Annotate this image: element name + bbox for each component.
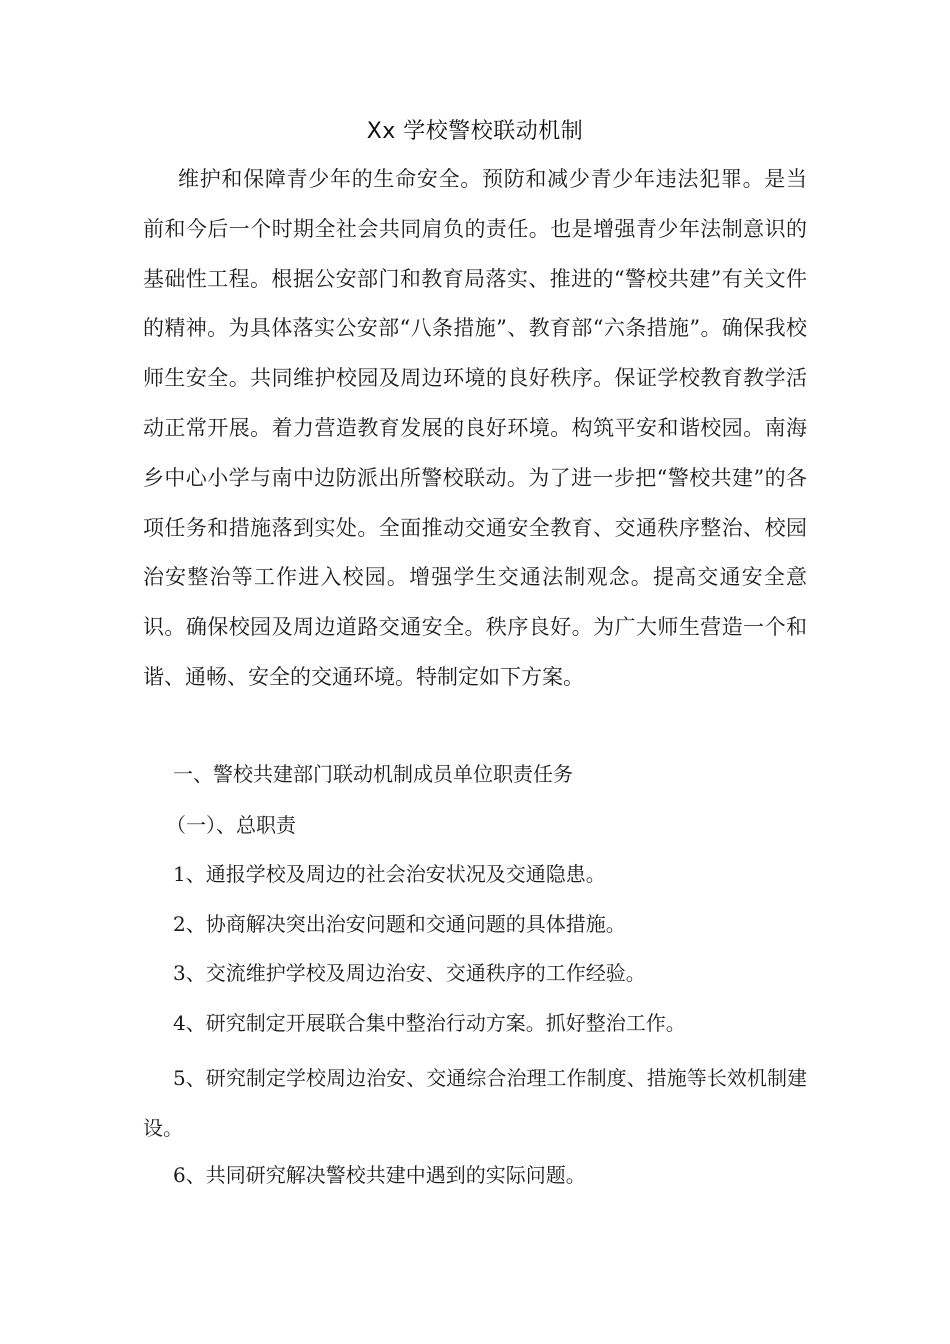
list-item: 4、研究制定开展联合集中整治行动方案。抓好整治工作。	[173, 1011, 686, 1035]
subsection-heading: （一）、总职责	[166, 813, 296, 837]
list-item: 2、协商解决突出治安问题和交通问题的具体措施。	[173, 912, 626, 936]
list-item: 1、通报学校及周边的社会治安状况及交通隐患。	[173, 862, 606, 886]
list-item: 6、共同研究解决警校共建中遇到的实际问题。	[173, 1163, 586, 1187]
list-item: 3、交流维护学校及周边治安、交通秩序的工作经验。	[173, 961, 646, 985]
list-item: 5、研究制定学校周边治安、交通综合治理工作制度、措施等长效机制建设。	[143, 1066, 807, 1140]
lead-paragraph: 维护和保障青少年的生命安全。预防和减少青少年违法犯罪。是当前和今后一个时期全社会共同肩负的责任。也是增强青少年法制意识的基础性工程。根据公安部门和教育局落实、推进的“警校共建”有关文件的精神。为具体落实公安部“八条措施”、教育部“六条措施”。确保我校师生安全。共同维护校园及周边环境的良好秩序。保证学校教育教学活动正常开展。着力营造教育发展的良好环境。构筑平安和谐校园。南海乡中心小学与南中边防派出所警校联动。为了进一步把“警校共建”的各项任务和措施落到实处。全面推动交通安全教育、交通秩序整治、校园治安整治等工作进入校园。增强学生交通法制观念。提高交通安全意识。确保校园及周边道路交通安全。秩序良好。为广大师生营造一个和谐、通畅、安全的交通环境。特制定如下方案。	[143, 167, 807, 689]
document-title: Xx 学校警校联动机制	[366, 119, 584, 144]
section-heading: 一、警校共建部门联动机制成员单位职责任务	[173, 762, 573, 786]
